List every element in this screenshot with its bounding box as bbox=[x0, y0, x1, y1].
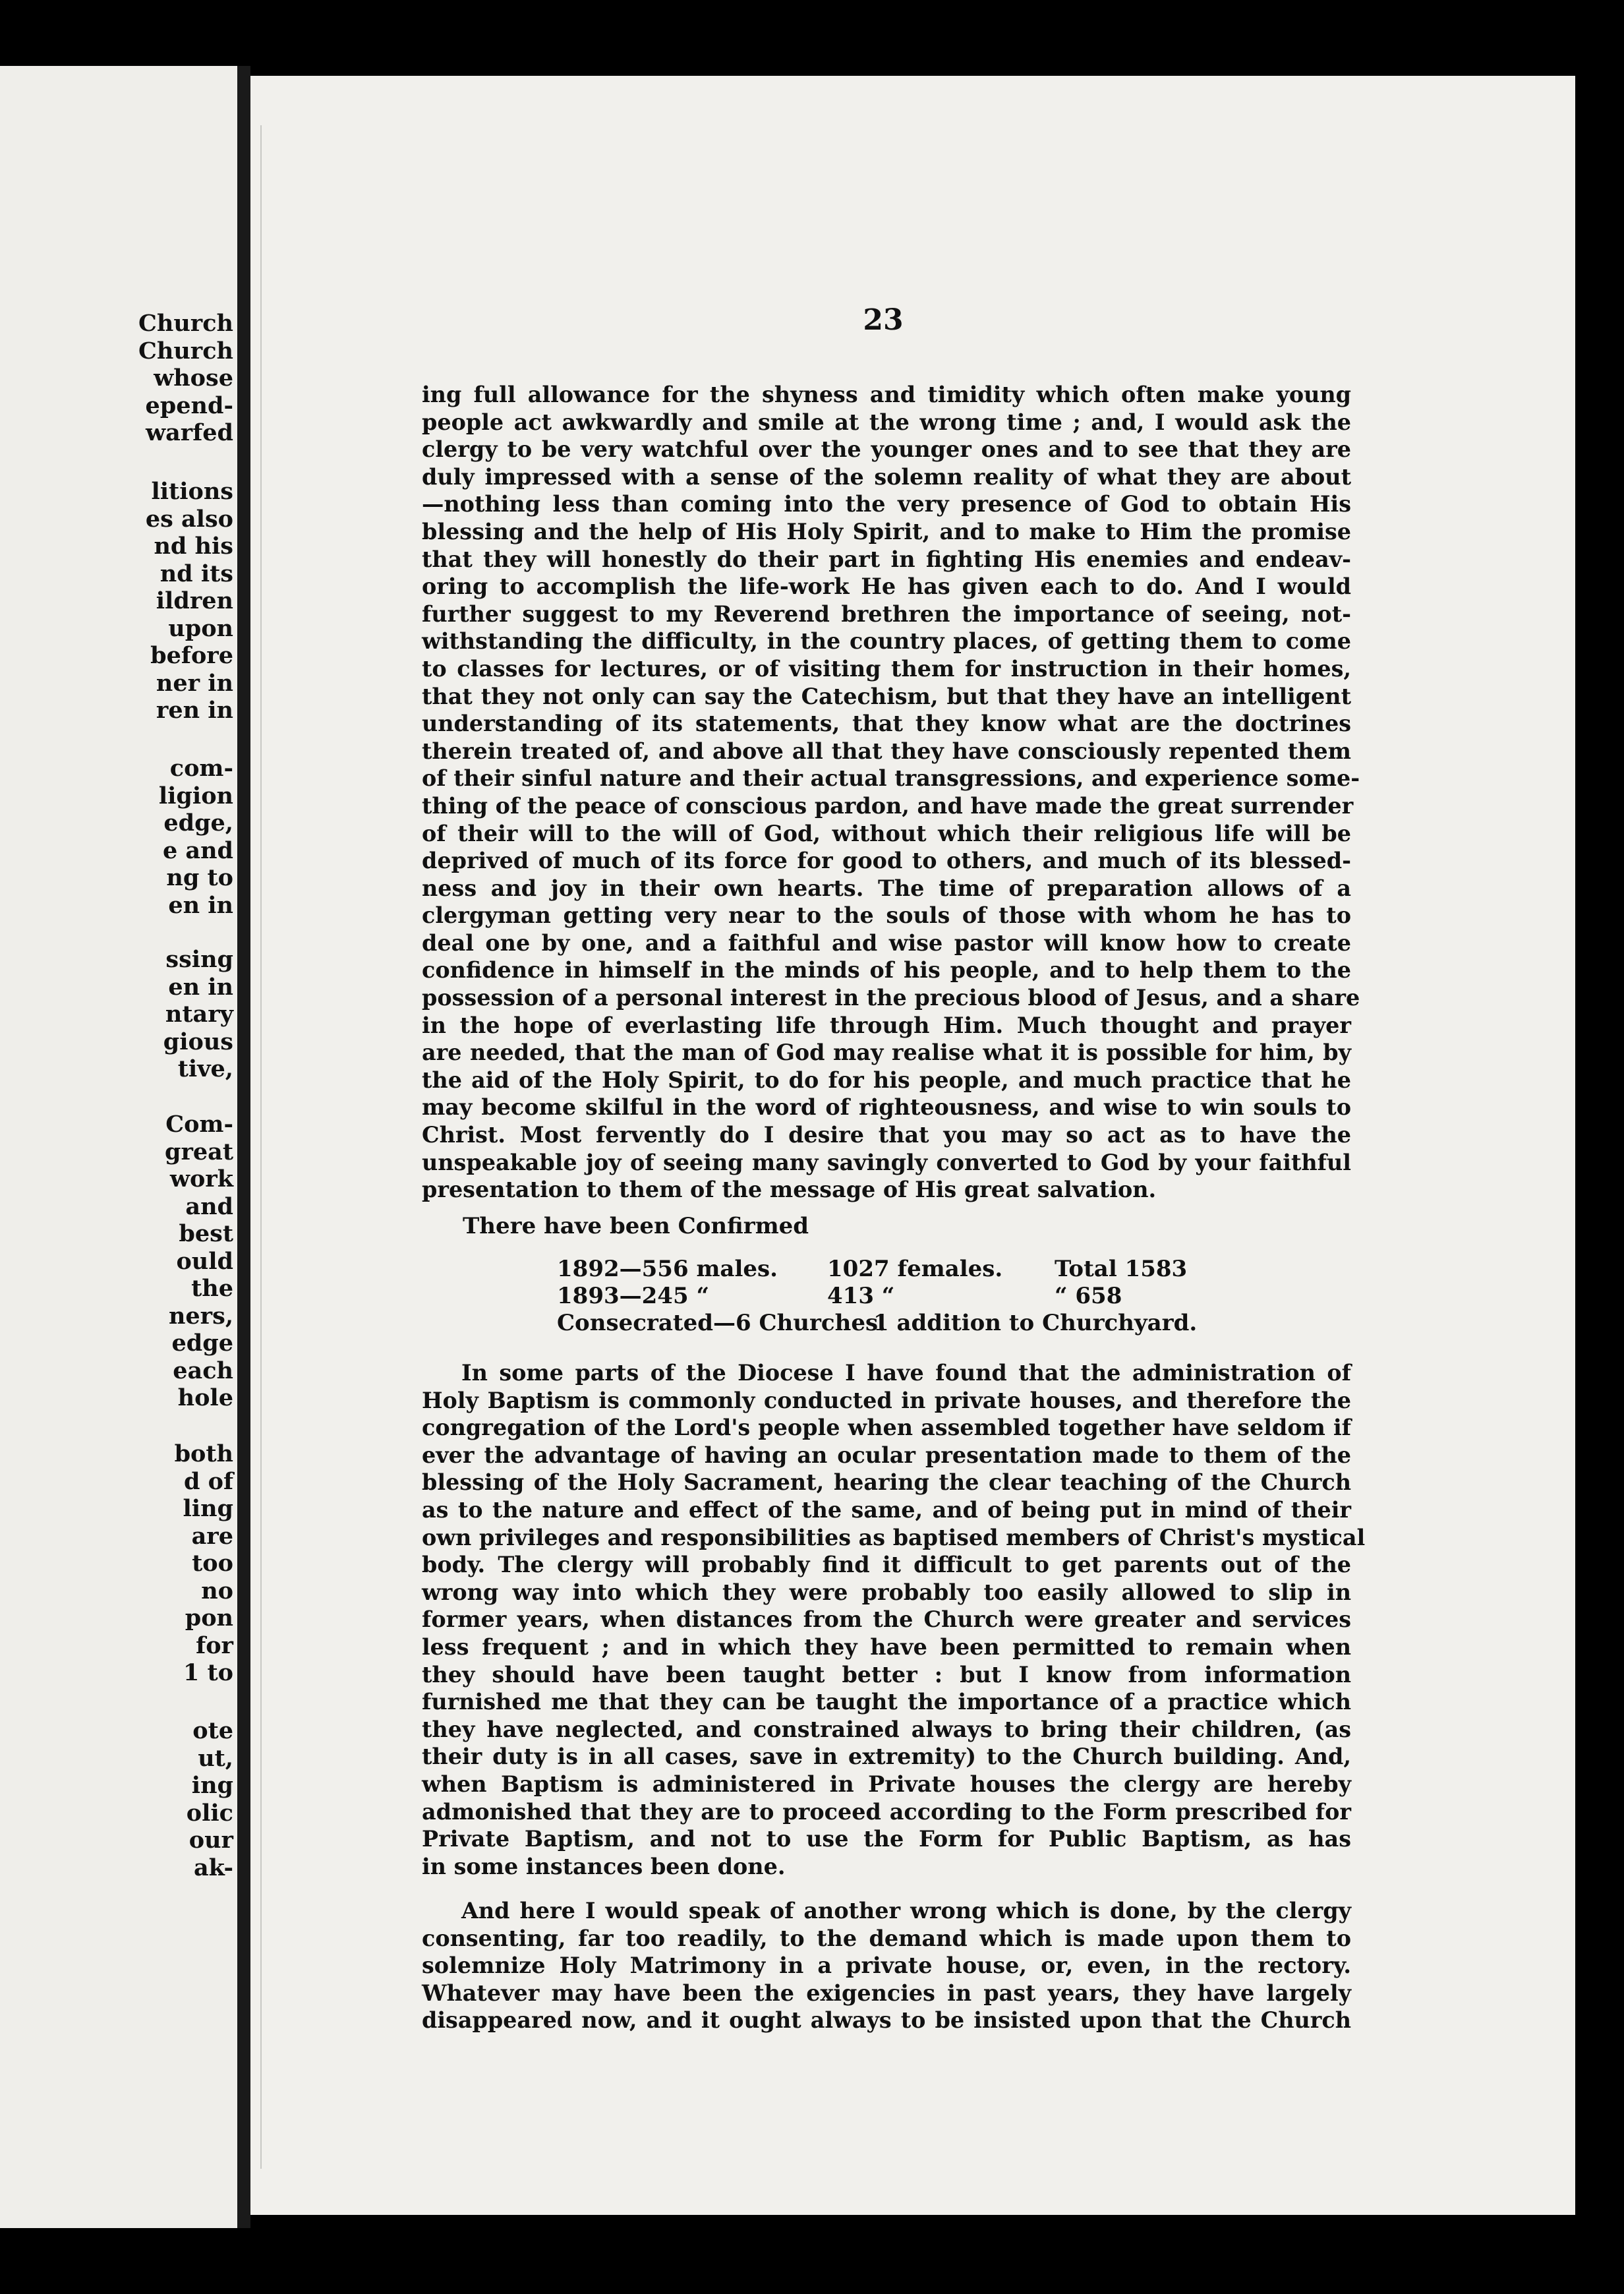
left-page-line: ners, bbox=[168, 1302, 233, 1330]
stats-cell: 413 “ bbox=[827, 1283, 895, 1309]
text-line: therein treated of, and above all that they have consciously repented them bbox=[422, 738, 1351, 764]
left-page-line: our bbox=[188, 1827, 233, 1854]
left-page-line: ling bbox=[183, 1495, 233, 1522]
text-line: Holy Baptism is commonly conducted in private houses, and therefore the bbox=[422, 1387, 1351, 1413]
left-page-line: nd its bbox=[160, 560, 233, 587]
left-page-line: pon bbox=[185, 1604, 233, 1632]
left-page-line: no bbox=[201, 1577, 233, 1604]
left-page-line: each bbox=[173, 1357, 233, 1384]
confirmation-stats bbox=[557, 1256, 1282, 1337]
left-page-line: too bbox=[192, 1550, 233, 1577]
text-line: of their sinful nature and their actual transgressions, and experience some- bbox=[422, 765, 1360, 792]
left-page-line: gious bbox=[163, 1028, 233, 1055]
text-line: disappeared now, and it ought always to be insisted upon that the Church bbox=[422, 2007, 1351, 2034]
left-page-line: edge bbox=[171, 1330, 233, 1357]
text-line: consenting, far too readily, to the demand which is made upon them to bbox=[422, 1925, 1351, 1951]
left-page-line: Church bbox=[138, 310, 233, 337]
text-line: that they will honestly do their part in fighting His enemies and endeav- bbox=[422, 546, 1351, 572]
text-line: confidence in himself in the minds of his people, and to help them to the bbox=[422, 957, 1351, 984]
text-line: presentation to them of the message of His great salvation. bbox=[422, 1177, 1157, 1203]
left-page-fragment bbox=[0, 66, 237, 2228]
text-line: Whatever may have been the exigencies in past years, they have largely bbox=[422, 1980, 1351, 2006]
text-line: duly impressed with a sense of the solemn reality of what they are about bbox=[422, 463, 1351, 490]
left-page-line: upon bbox=[168, 614, 233, 642]
text-line: deal one by one, and a faithful and wise pastor will know how to create bbox=[422, 929, 1351, 956]
text-line: Christ. Most fervently do I desire that you may so act as to have the bbox=[422, 1122, 1351, 1148]
left-page-line: ligion bbox=[158, 782, 233, 809]
text-line: are needed, that the man of God may realise what it is possible for him, by bbox=[422, 1040, 1351, 1066]
left-page-line: ssing bbox=[165, 946, 233, 973]
left-page-line: before bbox=[150, 642, 233, 669]
left-page-line: ote bbox=[192, 1717, 233, 1744]
text-line: ever the advantage of having an ocular presentation made to them of the bbox=[422, 1442, 1351, 1468]
left-page-line: whose bbox=[154, 365, 233, 392]
left-page-line: es also bbox=[145, 505, 233, 533]
left-page-line: ing bbox=[191, 1772, 233, 1799]
text-line: Private Baptism, and not to use the Form for Public Baptism, as has bbox=[422, 1826, 1351, 1852]
text-line: former years, when distances from the Church were greater and services bbox=[422, 1606, 1351, 1633]
paragraph-1 bbox=[422, 381, 1360, 1204]
text-line: the aid of the Holy Spirit, to do for his people, and much practice that he bbox=[422, 1067, 1351, 1093]
page-gutter bbox=[237, 66, 250, 2228]
text-line: possession of a personal interest in the precious blood of Jesus, and a share bbox=[422, 985, 1360, 1011]
left-page-line: ut, bbox=[198, 1744, 233, 1772]
left-page-line: ng to bbox=[166, 864, 233, 891]
text-line: thing of the peace of conscious pardon, and have made the great surrender bbox=[422, 792, 1354, 819]
left-page-line: edge, bbox=[163, 809, 233, 837]
left-page-line: e and bbox=[162, 837, 233, 864]
left-page-line: warfed bbox=[145, 419, 233, 446]
stats-row bbox=[557, 1256, 1282, 1283]
left-page-line: hole bbox=[177, 1384, 233, 1411]
stats-cell: Consecrated—6 Churches. bbox=[557, 1310, 886, 1336]
text-line: they have neglected, and constrained always to bring their children, (as bbox=[422, 1716, 1351, 1742]
text-line: admonished that they are to proceed according to the Form prescribed for bbox=[422, 1798, 1351, 1825]
text-line: understanding of its statements, that they know what are the doctrines bbox=[422, 711, 1351, 737]
left-page-text-fragment bbox=[9, 1717, 233, 1881]
left-page-line: Com- bbox=[165, 1111, 233, 1138]
left-page-line: nd his bbox=[154, 533, 233, 560]
text-line: own privileges and responsibilities as baptised members of Christ's mystical bbox=[422, 1524, 1366, 1550]
left-page-text-fragment bbox=[9, 755, 233, 919]
text-line: blessing of the Holy Sacrament, hearing the clear teaching of the Church bbox=[422, 1469, 1351, 1496]
left-page-text-fragment bbox=[9, 946, 233, 1083]
text-line: clergyman getting very near to the souls of those with whom he has to bbox=[422, 902, 1351, 929]
text-line: that they not only can say the Catechism, but that they have an intelligent bbox=[422, 683, 1351, 709]
text-line: withstanding the difficulty, in the country places, of getting them to come bbox=[422, 628, 1351, 655]
text-line: unspeakable joy of seeing many savingly converted to God by your faithful bbox=[422, 1149, 1351, 1175]
left-page-line: 1 to bbox=[183, 1659, 233, 1686]
left-page-line: and bbox=[185, 1192, 233, 1220]
text-line: their duty is in all cases, save in extremity) to the Church building. And, bbox=[422, 1744, 1351, 1770]
confirmed-heading: There have been Confirmed bbox=[463, 1213, 809, 1239]
left-page-line: are bbox=[191, 1522, 233, 1550]
text-line: of their will to the will of God, without which their religious life will be bbox=[422, 820, 1351, 846]
left-page-line: tive, bbox=[177, 1055, 233, 1082]
left-page-line: epend- bbox=[145, 392, 233, 419]
left-page-text-fragment bbox=[9, 1111, 233, 1412]
text-line: they should have been taught better : but I know from information bbox=[422, 1661, 1351, 1688]
text-line: congregation of the Lord's people when assembled together have seldom if bbox=[422, 1415, 1351, 1441]
stats-row bbox=[557, 1310, 1282, 1337]
text-line: And here I would speak of another wrong which is done, by the clergy bbox=[461, 1898, 1351, 1924]
left-page-line: ner in bbox=[156, 669, 233, 697]
left-page-line: ildren bbox=[156, 587, 233, 614]
text-line: when Baptism is administered in Private houses the clergy are hereby bbox=[422, 1771, 1351, 1797]
left-page-line: d of bbox=[183, 1467, 233, 1495]
left-page-line: best bbox=[179, 1220, 233, 1247]
text-line: people act awkwardly and smile at the wrong time ; and, I would ask the bbox=[422, 409, 1351, 435]
text-line: furnished me that they can be taught the importance of a practice which bbox=[422, 1689, 1351, 1715]
text-line: blessing and the help of His Holy Spirit, and to make to Him the promise bbox=[422, 518, 1351, 544]
text-line: wrong way into which they were probably too easily allowed to slip in bbox=[422, 1579, 1351, 1605]
text-line: solemnize Holy Matrimony in a private house, or, even, in the rectory. bbox=[422, 1953, 1351, 1979]
stats-cell: 1892—556 males. bbox=[557, 1256, 778, 1282]
left-page-line: ntary bbox=[165, 1001, 233, 1028]
stats-row bbox=[557, 1283, 1282, 1310]
scan-edge bbox=[260, 125, 262, 2169]
text-line: —nothing less than coming into the very presence of God to obtain His bbox=[422, 491, 1351, 517]
paragraph-3 bbox=[422, 1897, 1351, 2034]
text-line: ing full allowance for the shyness and timidity which often make young bbox=[422, 382, 1351, 407]
left-page-line: ould bbox=[176, 1247, 233, 1275]
text-line: to classes for lectures, or of visiting them for instruction in their homes, bbox=[422, 655, 1351, 682]
left-page-line: olic bbox=[186, 1799, 233, 1827]
left-page-line: for bbox=[196, 1632, 233, 1659]
text-line: less frequent ; and in which they have been permitted to remain when bbox=[422, 1633, 1351, 1660]
text-line: body. The clergy will probably find it difficult to get parents out of the bbox=[422, 1552, 1351, 1578]
text-line: deprived of much of its force for good to others, and much of its blessed- bbox=[422, 848, 1351, 874]
stats-cell: 1027 females. bbox=[827, 1256, 1003, 1282]
text-line: oring to accomplish the life-work He has given each to do. And I would bbox=[422, 574, 1351, 600]
left-page-line: litions bbox=[151, 478, 233, 505]
left-page-text-fragment bbox=[9, 310, 233, 447]
stats-cell: 1893—245 “ bbox=[557, 1283, 709, 1309]
left-page-line: com- bbox=[169, 755, 233, 782]
text-line: ness and joy in their own hearts. The time of preparation allows of a bbox=[422, 875, 1351, 901]
left-page-line: ak- bbox=[193, 1854, 233, 1881]
stats-cell: 1 addition to Churchyard. bbox=[873, 1310, 1198, 1336]
left-page-text-fragment bbox=[9, 478, 233, 724]
text-line: in some instances been done. bbox=[422, 1853, 786, 1879]
text-line: further suggest to my Reverend brethren the importance of seeing, not- bbox=[422, 601, 1351, 627]
stats-cell: “ 658 bbox=[1055, 1283, 1122, 1309]
text-line: In some parts of the Diocese I have found that the administration of bbox=[461, 1360, 1351, 1386]
left-page-line: en in bbox=[168, 891, 233, 919]
text-line: in the hope of everlasting life through Him. Much thought and prayer bbox=[422, 1012, 1351, 1038]
stats-cell: Total 1583 bbox=[1055, 1256, 1188, 1282]
text-line: as to the nature and effect of the same, and of being put in mind of their bbox=[422, 1496, 1351, 1523]
text-line: clergy to be very watchful over the younger ones and to see that they are bbox=[422, 436, 1351, 463]
left-page-line: great bbox=[164, 1138, 233, 1165]
left-page-line: en in bbox=[168, 973, 233, 1001]
left-page-line: ren in bbox=[156, 697, 233, 724]
paragraph-2 bbox=[422, 1359, 1366, 1880]
page-number: 23 bbox=[863, 303, 904, 337]
text-line: may become skilful in the word of righteousness, and wise to win souls to bbox=[422, 1094, 1351, 1121]
left-page-line: work bbox=[169, 1165, 233, 1192]
left-page-text-fragment bbox=[9, 1440, 233, 1687]
left-page-line: Church bbox=[138, 337, 233, 365]
left-page-line: the bbox=[191, 1275, 233, 1302]
left-page-line: both bbox=[174, 1440, 233, 1467]
